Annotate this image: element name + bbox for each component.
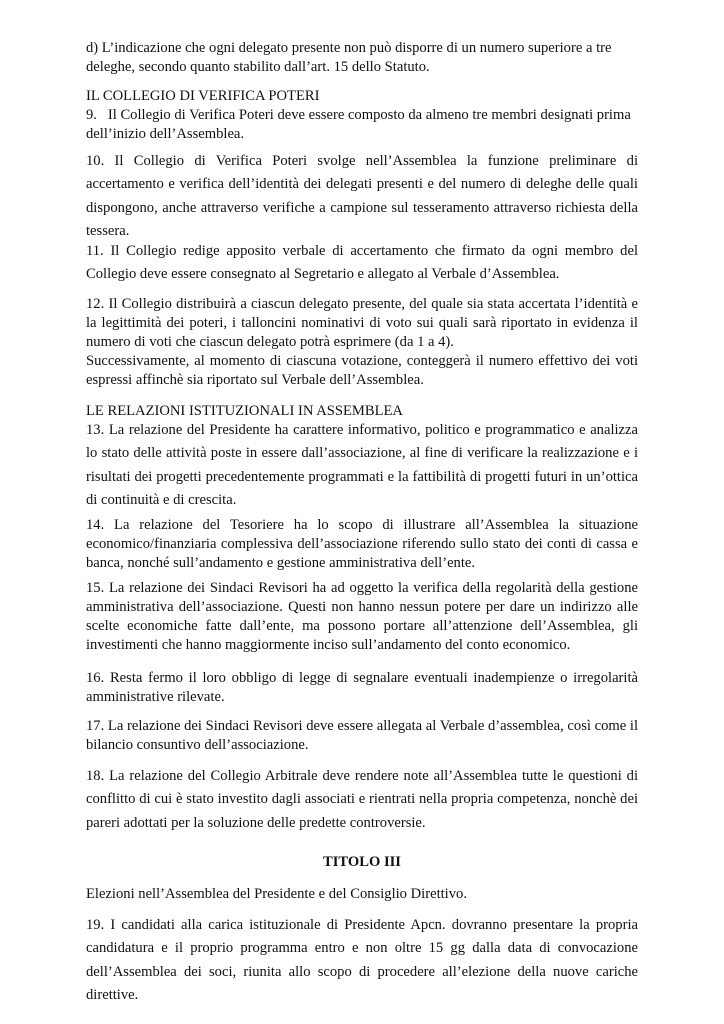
paragraph-item-d bbox=[86, 39, 638, 77]
paragraph-text: 18. La relazione del Collegio Arbitrale deve rendere note all’Assemblea tutte le questioni di conflitto di cui è stato investito dagli associati e rientrati nella propria competenza, nonchè dei pareri adottati per la soluzione delle predette controversie. bbox=[86, 768, 638, 831]
paragraph-text: Elezioni nell’Assemblea del Presidente e del Consiglio Direttivo. bbox=[86, 886, 467, 902]
paragraph-text: 13. La relazione del Presidente ha carattere informativo, politico e programmatico e analizza lo stato delle attività poste in essere dall’associazione, al fine di verificare la realizzazione e i risultati dei progetti precedentemente programmati e la fattibilità di progetti futuri in un’ottica di continuità e di crescita. bbox=[86, 422, 638, 509]
paragraph-text: 11. Il Collegio redige apposito verbale di accertamento che firmato da ogni membro del Collegio deve essere consegnato al Segretario e allegato al Verbale d’Assemblea. bbox=[86, 243, 638, 283]
paragraph-text: 14. La relazione del Tesoriere ha lo scopo di illustrare all’Assemblea la situazione economico/finanziaria complessiva dell’associazione riferendo sullo stato dei conti di cassa e banca, nonché sull’andamento e gestione amministrativa dell’ente. bbox=[86, 517, 638, 571]
paragraph-item-19 bbox=[86, 914, 638, 1008]
paragraph-item-10 bbox=[86, 150, 638, 244]
titolo-heading: TITOLO III bbox=[322, 854, 401, 870]
paragraph-text: 15. La relazione dei Sindaci Revisori ha ad oggetto la verifica della regolarità della gestione amministrativa dell’associazione. Questi non hanno nessun potere per dare un indirizzo alle scelte economiche fatte dall’ente, ma possono portare all’attenzione dell’Assemblea, gli investimenti che hanno maggiormente inciso sull’andamento del conto economico. bbox=[86, 580, 638, 653]
paragraph-text: 16. Resta fermo il loro obbligo di legge di segnalare eventuali inadempienze o irregolarità amministrative rilevate. bbox=[86, 670, 638, 705]
paragraph-item-12 bbox=[86, 295, 638, 390]
section-heading: LE RELAZIONI ISTITUZIONALI IN ASSEMBLEA bbox=[86, 403, 403, 419]
paragraph-text: 17. La relazione dei Sindaci Revisori deve essere allegata al Verbale d’assemblea, così come il bilancio consuntivo dell’associazione. bbox=[86, 718, 638, 753]
paragraph-item-15 bbox=[86, 579, 638, 655]
paragraph-item-13 bbox=[86, 419, 638, 513]
paragraph-item-11 bbox=[86, 240, 638, 287]
paragraph-item-16 bbox=[86, 669, 638, 707]
section-collegio-verifica-poteri bbox=[86, 87, 638, 144]
paragraph-text: d) L’indicazione che ogni delegato presente non può disporre di un numero superiore a tre deleghe, secondo quanto stabilito dall’art. 15 dello Statuto. bbox=[86, 40, 612, 75]
titolo-subtitle bbox=[86, 885, 638, 904]
paragraph-text: 19. I candidati alla carica istituzionale di Presidente Apcn. dovranno presentare la propria candidatura e il proprio programma entro e non oltre 15 gg dalla data di convocazione dell’Assemblea dei soci, riunita allo scopo di procedere all’elezione della nuove cariche direttive. bbox=[86, 917, 638, 1004]
paragraph-text: 12. Il Collegio distribuirà a ciascun delegato presente, del quale sia stata accertata l’identità e la legittimità dei poteri, i talloncini nominativi di voto sui quali sarà riportato in evidenza il numero di voti che ciascun delegato potrà esprimere (da 1 a 4). bbox=[86, 296, 638, 350]
paragraph-text-continued: Successivamente, al momento di ciascuna votazione, conteggerà il numero effettivo dei voti espressi affinchè sia riportato sul Verbale dell’Assemblea. bbox=[86, 353, 638, 388]
paragraph-item-17 bbox=[86, 717, 638, 755]
section-heading: IL COLLEGIO DI VERIFICA POTERI bbox=[86, 88, 320, 104]
paragraph-item-18 bbox=[86, 765, 638, 835]
paragraph-item-9: 9. Il Collegio di Verifica Poteri deve essere composto da almeno tre membri designati prima dell’inizio dell’Assemblea. bbox=[86, 107, 631, 142]
paragraph-item-14 bbox=[86, 516, 638, 573]
paragraph-text: 10. Il Collegio di Verifica Poteri svolge nell’Assemblea la funzione preliminare di accertamento e verifica dell’identità dei delegati presenti e del numero di deleghe delle quali dispongono, anche attraverso verifiche a campione sul tesseramento attraverso richiesta della tessera. bbox=[86, 153, 638, 240]
